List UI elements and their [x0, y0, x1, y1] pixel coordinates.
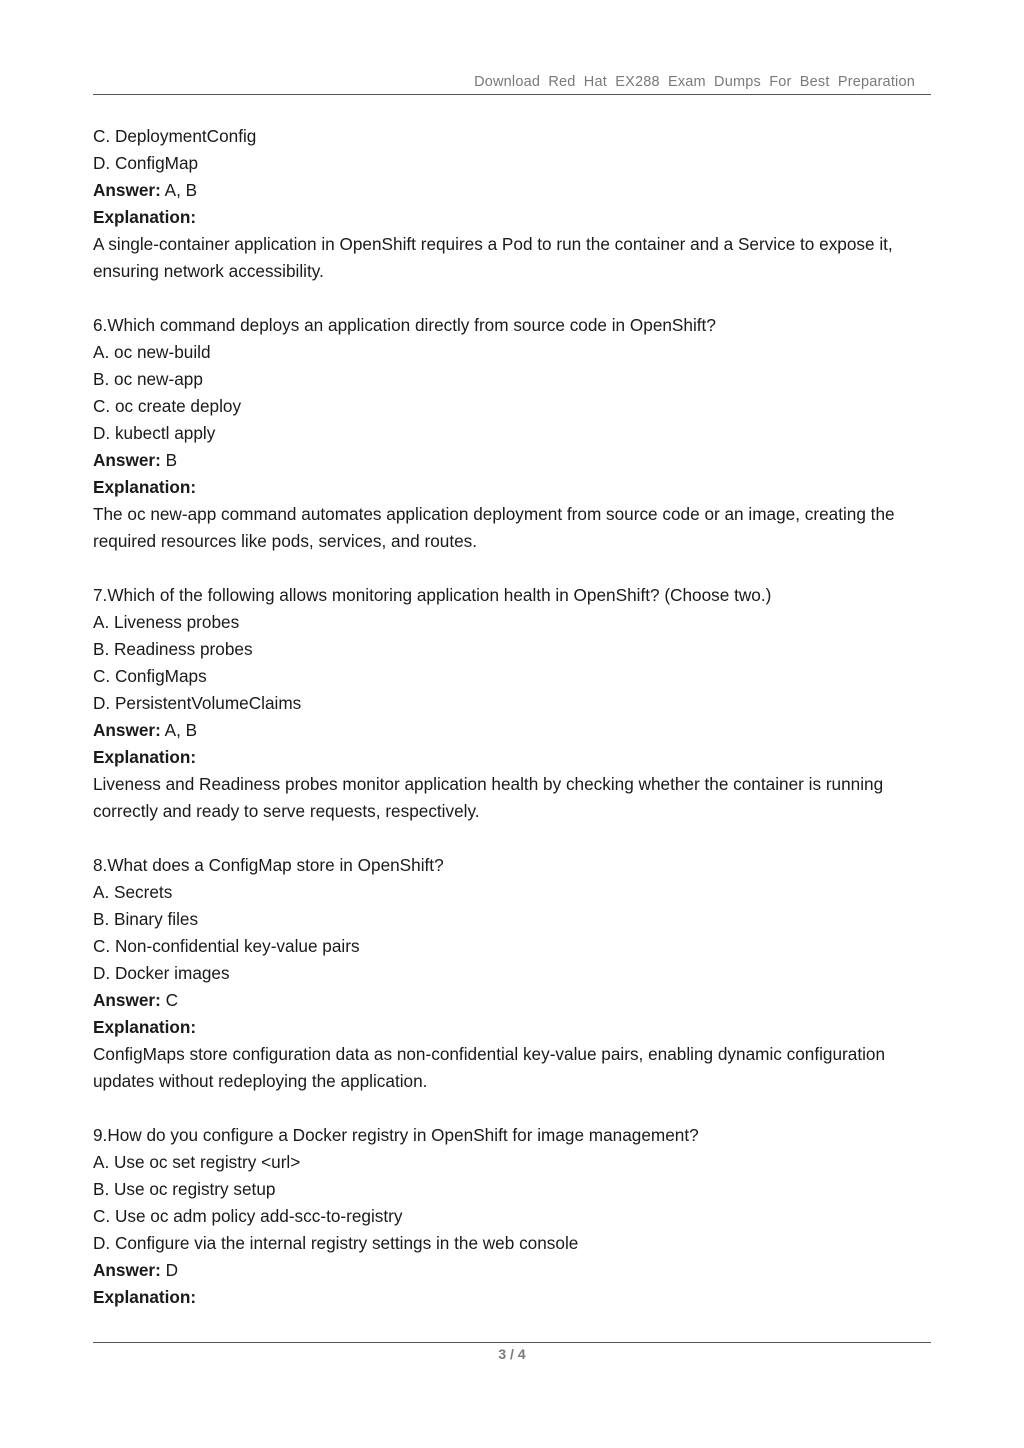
option-a: A. Use oc set registry <url>: [93, 1152, 301, 1172]
option-d: D. ConfigMap: [93, 153, 199, 173]
question-6: [93, 312, 933, 555]
answer-line: [93, 1257, 933, 1284]
answer-line: [93, 987, 933, 1014]
document-body: [93, 123, 933, 1311]
answer-line: [93, 717, 933, 744]
answer-label: Answer:: [93, 180, 161, 200]
option-b: B. Readiness probes: [93, 639, 253, 659]
option-d: D. PersistentVolumeClaims: [93, 693, 302, 713]
page-number: 3 / 4: [498, 1346, 526, 1362]
option-a: A. Secrets: [93, 882, 173, 902]
option-a: A. Liveness probes: [93, 612, 240, 632]
spacer: [93, 1095, 933, 1122]
question-5-continued: [93, 123, 933, 285]
option-d: D. kubectl apply: [93, 423, 216, 443]
spacer: [93, 825, 933, 852]
spacer: [93, 285, 933, 312]
option-c: C. DeploymentConfig: [93, 126, 257, 146]
explanation-text: A single-container application in OpenShift requires a Pod to run the container and a Service to expose it, ensuring network accessibility.: [93, 234, 893, 281]
answer-value: D: [165, 1260, 179, 1280]
option-c: C. oc create deploy: [93, 396, 242, 416]
answer-label: Answer:: [93, 1260, 161, 1280]
answer-label: Answer:: [93, 990, 161, 1010]
answer-value: A, B: [164, 180, 198, 200]
header-title: Download Red Hat EX288 Exam Dumps For Best Preparation: [474, 74, 915, 90]
question-8: [93, 852, 933, 1095]
option-a: A. oc new-build: [93, 342, 211, 362]
option-b: B. Binary files: [93, 909, 199, 929]
explanation-label: Explanation:: [93, 1287, 197, 1307]
answer-value: C: [165, 990, 179, 1010]
explanation-label: Explanation:: [93, 207, 197, 227]
explanation-label: Explanation:: [93, 1017, 197, 1037]
explanation-text: The oc new-app command automates application deployment from source code or an image, creating the required resources like pods, services, and routes.: [93, 504, 895, 551]
explanation-label: Explanation:: [93, 477, 197, 497]
question-text: 6.Which command deploys an application directly from source code in OpenShift?: [93, 315, 716, 335]
answer-value: A, B: [164, 720, 198, 740]
explanation-text: Liveness and Readiness probes monitor application health by checking whether the container is running correctly and ready to serve requests, respectively.: [93, 774, 884, 821]
page-header: [93, 72, 931, 95]
option-c: C. Use oc adm policy add-scc-to-registry: [93, 1206, 403, 1226]
option-c: C. ConfigMaps: [93, 666, 207, 686]
question-text: 9.How do you configure a Docker registry in OpenShift for image management?: [93, 1125, 699, 1145]
option-b: B. Use oc registry setup: [93, 1179, 276, 1199]
answer-line: [93, 177, 933, 204]
explanation-label: Explanation:: [93, 747, 197, 767]
question-text: 8.What does a ConfigMap store in OpenShift?: [93, 855, 444, 875]
question-text: 7.Which of the following allows monitoring application health in OpenShift? (Choose two.): [93, 585, 772, 605]
footer-divider: [93, 1342, 931, 1343]
answer-value: B: [165, 450, 178, 470]
spacer: [93, 555, 933, 582]
answer-label: Answer:: [93, 450, 161, 470]
answer-label: Answer:: [93, 720, 161, 740]
option-d: D. Configure via the internal registry settings in the web console: [93, 1233, 579, 1253]
question-9: [93, 1122, 933, 1311]
question-7: [93, 582, 933, 825]
option-c: C. Non-confidential key-value pairs: [93, 936, 360, 956]
option-d: D. Docker images: [93, 963, 230, 983]
explanation-text: ConfigMaps store configuration data as non-confidential key-value pairs, enabling dynamic configuration updates without redeploying the application.: [93, 1044, 886, 1091]
answer-line: [93, 447, 933, 474]
option-b: B. oc new-app: [93, 369, 203, 389]
